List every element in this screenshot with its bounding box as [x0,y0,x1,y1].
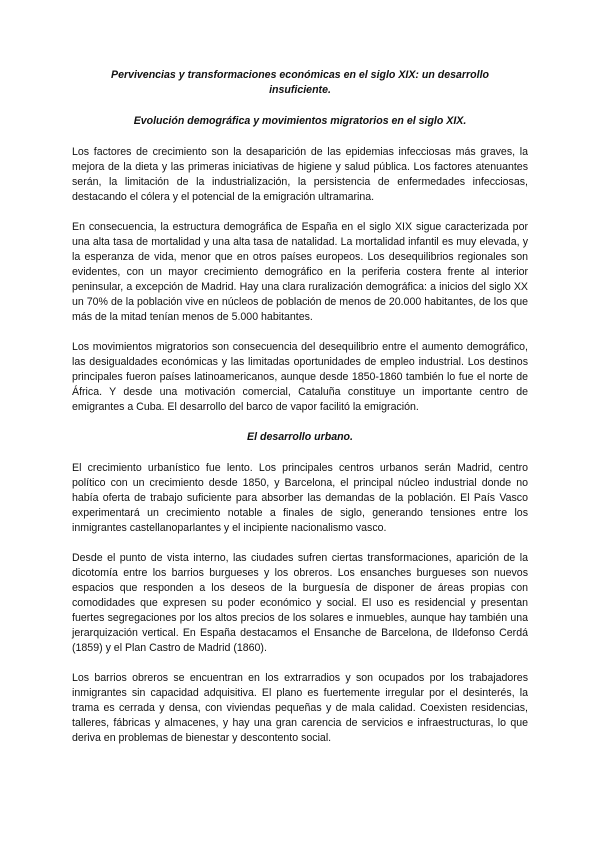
paragraph: Desde el punto de vista interno, las ciudades sufren ciertas transformaciones, aparición de la dicotomía entre los barrios burgueses y los obreros. Los ensanches burgueses son nuevos espacios que responden a los deseos de la burguesía de disponer de áreas propias con comodidades que expresen su poder económico y social. El uso es residencial y presentan fuertes segregaciones por los altos precios de los solares e inmuebles, aunque hay también una jerarquización vertical. En España destacamos el Ensanche de Barcelona, de Ildefonso Cerdá (1859) y el Plan Castro de Madrid (1860). [72,552,528,654]
paragraph: Los barrios obreros se encuentran en los extrarradios y son ocupados por los trabajadores inmigrantes sin capacidad adquisitiva. El plano es fuertemente irregular por el desinterés, la trama es cerrada y densa, con viviendas pequeñas y de mala calidad. Coexisten residencias, talleres, fábricas y almacenes, y hay una gran carencia de servicios e infraestructuras, lo que deriva en problemas de bienestar y descontento social. [72,672,528,744]
document-page [72,68,528,761]
document-title [72,68,528,98]
paragraph: Los movimientos migratorios son consecuencia del desequilibrio entre el aumento demográfico, las desigualdades económicas y las limitadas oportunidades de empleo industrial. Los destinos principales fueron países latinoamericanos, aunque desde 1850-1860 también lo fue el norte de África. Y desde una motivación comercial, Cataluña constituye un importante centro de emigrantes a Cuba. El desarrollo del barco de vapor facilitó la emigración. [72,341,528,413]
title-line-2: insuficiente. [269,84,331,96]
section-heading-urbano: El desarrollo urbano. [247,431,353,443]
paragraph: En consecuencia, la estructura demográfica de España en el siglo XIX sigue caracterizada por una alta tasa de mortalidad y una alta tasa de natalidad. La mortalidad infantil es muy elevada, y la esperanza de vida, menor que en otros países europeos. Los desequilibrios regionales son evidentes, con un mayor crecimiento demográfico en la periferia costera frente al interior peninsular, a excepción de Madrid. Hay una clara ruralización demográfica: a inicios del siglo XX un 70% de la población vive en núcleos de población de menos de 20.000 habitantes, de los que más de la mitad tenían menos de 5.000 habitantes. [72,221,528,323]
title-line-1: Pervivencias y transformaciones económicas en el siglo XIX: un desarrollo [111,69,489,81]
paragraph: Los factores de crecimiento son la desaparición de las epidemias infecciosas más graves, la mejora de la dieta y las primeras iniciativas de higiene y salud pública. Los factores atenuantes serán, la limitación de la industrialización, la persistencia de enfermedades infecciosas, destacando el cólera y el potencial de la emigración ultramarina. [72,146,528,203]
section-heading-demografia: Evolución demográfica y movimientos migratorios en el siglo XIX. [133,115,467,127]
paragraph: El crecimiento urbanístico fue lento. Los principales centros urbanos serán Madrid, centro político con un crecimiento desde 1850, y Barcelona, el principal núcleo industrial donde no había oferta de trabajo suficiente para absorber las demandas de la población. El País Vasco experimentará un crecimiento notable a finales de siglo, generando tensiones entre los inmigrantes castellanoparlantes y el incipiente nacionalismo vasco. [72,462,528,534]
